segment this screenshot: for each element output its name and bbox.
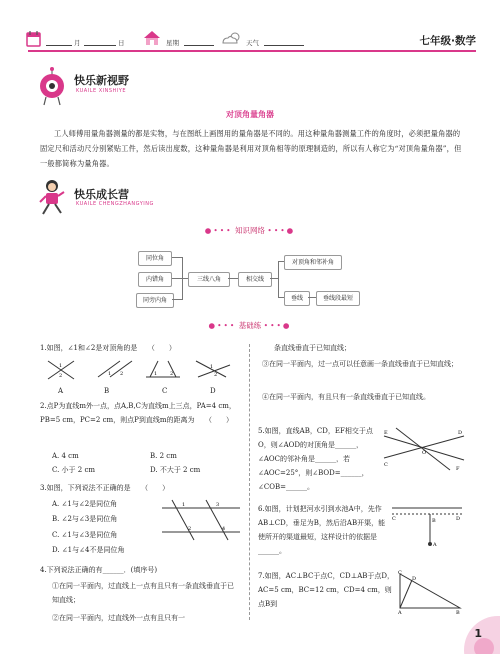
svg-text:3: 3 (216, 502, 220, 508)
q4-statement-1: ①在同一平面内，过直线上一点有且只有一条直线垂直于已知直线； (52, 582, 234, 604)
q3-option-c: C. ∠1与∠3是同位角 (52, 531, 118, 539)
basic-practice-band: ●••• 基础练 •••● (208, 321, 292, 330)
section-subtitle-new-vision: KUAILE XINSHIYE (76, 88, 126, 94)
svg-text:2: 2 (170, 371, 174, 377)
node-tongpang: 同旁内角 (136, 293, 174, 308)
svg-text:D: D (412, 576, 417, 582)
house-icon (143, 30, 161, 46)
article-title: 对顶角量角器 (226, 109, 274, 119)
mascot-icon (32, 66, 70, 106)
corner-decoration (440, 590, 500, 654)
svg-text:2: 2 (120, 371, 124, 377)
q2-stem: 2.点P为直线m外一点，点A,B,C为直线m上三点，PA=4 cm，PB=5 cm，PC=2 cm，则点P到直线m的距离为 （ ） (40, 402, 236, 424)
svg-text:C: C (384, 462, 388, 468)
svg-text:F: F (456, 466, 460, 472)
q2-option-b: B. 2 cm (150, 452, 177, 460)
runner-icon (32, 178, 70, 218)
section-subtitle-growth-camp: KUAILE CHENGZHANGYING (76, 201, 154, 207)
svg-text:2: 2 (188, 526, 192, 532)
section-title-new-vision: 快乐新视野 (74, 74, 129, 87)
q4-statement-2-cont: 条直线垂直于已知直线； (274, 344, 351, 352)
basic-practice-label: 基础练 (238, 321, 262, 330)
svg-text:D: D (456, 516, 461, 522)
weather-label: 天气 (246, 39, 259, 47)
node-neicuo: 内错角 (138, 272, 172, 287)
svg-text:A: A (398, 610, 402, 614)
q4-statement-2: ②在同一平面内，过直线外一点有且只有一 (52, 614, 185, 622)
svg-text:A: A (433, 542, 437, 548)
svg-text:2: 2 (59, 373, 63, 379)
node-chuizhi: 垂线 (284, 291, 310, 306)
q3-option-d: D. ∠1与∠4不是同位角 (52, 546, 125, 554)
q7-stem: 7.如图，AC⊥BC于点C，CD⊥AB于点D，AC=5 cm，BC=12 cm，CD=4 cm，则点B到 (258, 572, 395, 608)
node-duiding: 对顶角和邻补角 (284, 255, 342, 270)
node-chuixian-duan: 垂线段最短 (316, 291, 360, 306)
weather-icon (220, 31, 242, 45)
svg-text:1: 1 (210, 364, 214, 370)
svg-text:B: B (432, 518, 436, 524)
node-tongwei: 同位角 (138, 251, 172, 266)
q6-stem: 6.如图，计划把河水引到水池A中，先作AB⊥CD，垂足为B，然后沿AB开渠，能使所开的渠道最短，这样设计的依据是______。 (258, 505, 386, 555)
grade-subject: 七年级·数学 (419, 35, 476, 47)
knowledge-network-band: ●••• 知识网络 •••● (204, 226, 296, 235)
svg-text:4: 4 (222, 526, 226, 532)
q1-option-b: B (104, 387, 110, 395)
q3-option-a: A. ∠1与∠2是同位角 (52, 500, 118, 508)
svg-text:1: 1 (182, 502, 186, 508)
svg-text:O: O (422, 450, 427, 456)
svg-text:2: 2 (214, 372, 218, 378)
q4-stem: 4.下列说法正确的有______．(填序号) (40, 566, 158, 574)
svg-text:E: E (384, 430, 388, 436)
svg-text:1: 1 (154, 371, 158, 377)
q2-option-a: A. 4 cm (52, 452, 79, 460)
svg-text:D: D (458, 430, 463, 436)
q1-figures (46, 357, 236, 385)
svg-text:1: 1 (59, 363, 63, 369)
weekday-label: 星期 (166, 39, 179, 47)
q6-figure (390, 500, 464, 552)
svg-text:C: C (398, 570, 402, 576)
page-number: 1 (474, 627, 482, 640)
svg-text:B: B (456, 610, 460, 614)
q1-stem: 1.如图，∠1和∠2是对顶角的是 （ ） (40, 344, 176, 352)
calendar-icon (26, 30, 42, 48)
q1-option-c: C (162, 387, 168, 395)
article-text: 工人师傅用量角器测量的都是实物，与在图纸上画图用的量角器是不同的。用这种量角器测量工件的角度时，必须把量角器的固定尺和活动尺分别紧贴工件，然后读出度数，这种量角器是利用对顶角相等的原理制造的，所以有人称它为“对顶角量角器”，但一般都简称为量角器。 (40, 129, 462, 168)
q1-option-d: D (210, 387, 216, 395)
section-title-growth-camp: 快乐成长营 (74, 188, 129, 201)
q2-option-c: C. 小于 2 cm (52, 466, 96, 474)
q4-statement-3: ③在同一平面内，过一点可以任意画一条直线垂直于已知直线； (262, 360, 458, 368)
q5-figure (382, 424, 466, 476)
knowledge-network-label: 知识网络 (235, 226, 265, 235)
day-label: 日 (118, 39, 125, 47)
q4-statement-4: ④在同一平面内，有且只有一条直线垂直于已知直线。 (262, 393, 430, 401)
svg-text:C: C (392, 516, 396, 522)
node-sanxian: 三线八角 (188, 272, 230, 287)
q5-stem: 5.如图，直线AB，CD，EF相交于点O，则∠AOD的对顶角是______，∠AOC的邻补角是______，若∠AOC=25°，则∠BOD=______，∠COB=______。 (258, 427, 373, 491)
q3-figure (160, 496, 242, 542)
svg-text:1: 1 (108, 371, 112, 377)
q3-option-b: B. ∠2与∠3是同位角 (52, 515, 118, 523)
month-label: 月 (74, 39, 81, 47)
q3-stem: 3.如图，下列说法不正确的是 （ ） (40, 484, 170, 492)
q1-option-a: A (58, 387, 64, 395)
q2-option-d: D. 不大于 2 cm (150, 466, 201, 474)
node-xiangjiao: 相交线 (238, 272, 272, 287)
